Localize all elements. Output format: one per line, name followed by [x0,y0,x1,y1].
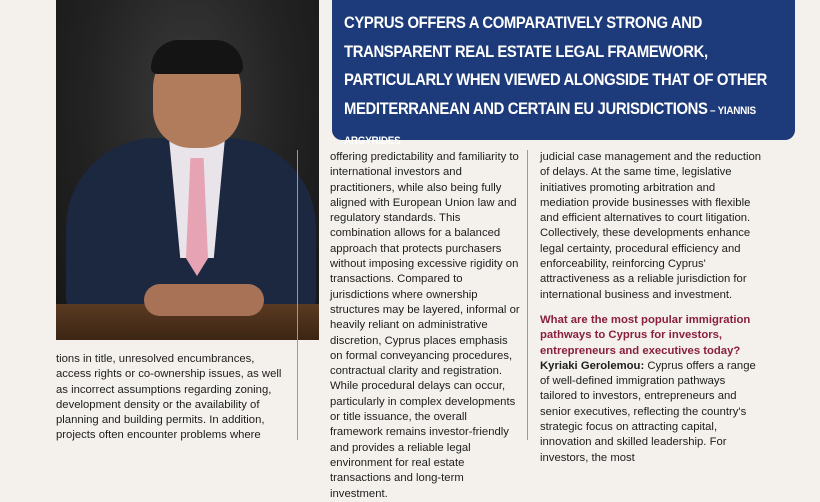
interview-answer [540,359,765,466]
article-column-middle [297,150,522,500]
answer-text: Cyprus offers a range of well-defined immigration pathways tailored to investors, entrepreneurs and senior executives, reflecting the country's strategic focus on attracting capital, innovation and skilled leadership. For investors, the most [540,359,756,464]
paragraph: tions in title, unresolved encumbrances, access rights or co-ownership issues, as well as incorrect assumptions regarding zoning, development density or the availability of planning and building permits. In addition, projects often encounter problems where [56,353,282,442]
person-hair [151,40,243,74]
portrait-photo [56,0,319,340]
pull-quote-author: – YIANNIS ARGYRIDES [344,104,756,147]
speaker-name: Kyriaki Gerolemou: [540,359,645,372]
article-column-right [527,150,765,464]
interview-question: What are the most popular immigration pathways to Cyprus for investors, entrepreneurs and executives today? [540,313,751,357]
pull-quote-text: CYPRUS OFFERS A COMPARATIVELY STRONG AND TRANSPARENT REAL ESTATE LEGAL FRAMEWORK, PARTICULARLY WHEN VIEWED ALONGSIDE THAT OF OTHER MEDITERRANEAN AND CERTAIN EU JURISDICTIONS – YIANNIS ARGYRIDES [344,14,767,147]
paragraph: judicial case management and the reduction of delays. At the same time, legislative initiatives promoting arbitration and mediation provide businesses with flexible and efficient alternatives to court litigation. Collectively, these developments enhance legal certainty, procedural efficiency and enforceability, reinforcing Cyprus' attractiveness as a reliable jurisdiction for international business and investment. [540,151,762,301]
person-hands [144,284,264,316]
article-column-left [56,352,288,444]
paragraph: offering predictability and familiarity to international investors and practitioners, while also being fully aligned with European Union law and regulatory standards. This combination allows for a balanced approach that protects purchasers without imposing excessive rigidity on transactions. Compared to jurisdictions where ownership structures may be layered, informal or heavily reliant on administrative discretion, Cyprus places emphasis on formal conveyancing procedures, contractual clarity and registration. While procedural delays can occur, particularly in complex developments or title issuance, the overall framework remains investor-friendly and provides a reliable legal environment for real estate transactions and long-term investment. [330,151,520,500]
pull-quote [332,0,795,147]
